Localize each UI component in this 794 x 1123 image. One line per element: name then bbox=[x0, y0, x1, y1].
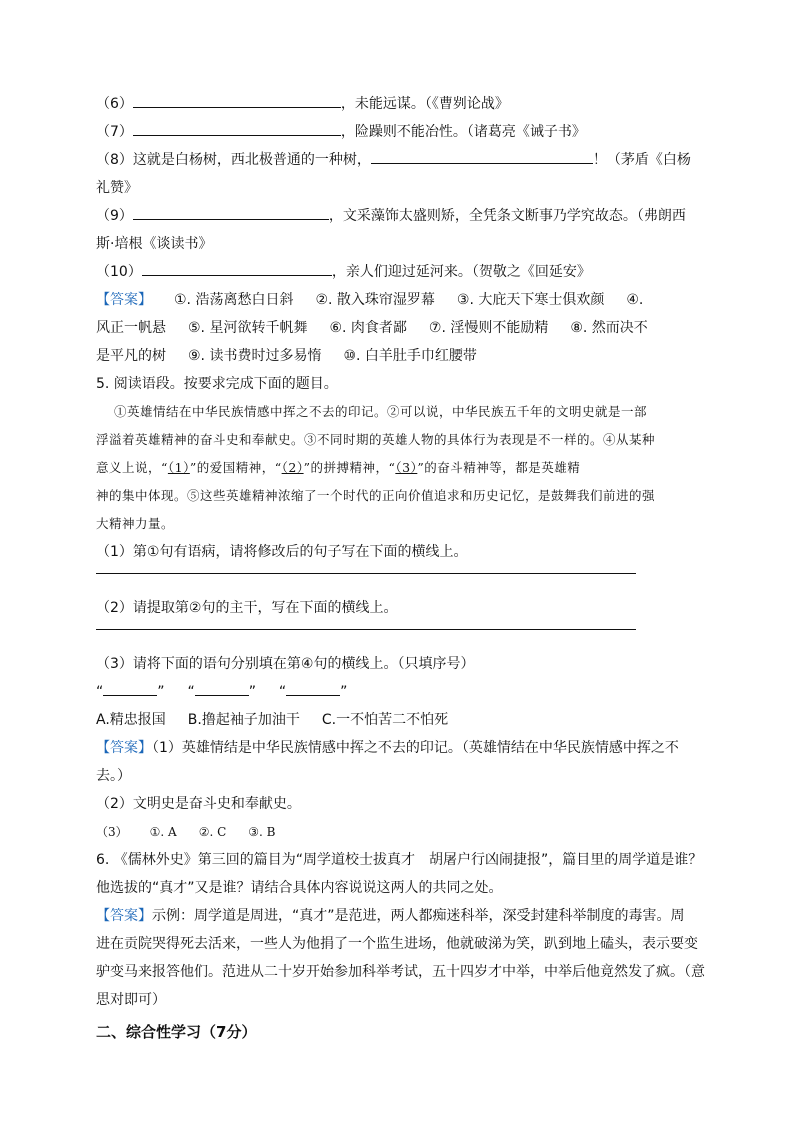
fill-blank[interactable] bbox=[286, 679, 340, 696]
q6-answer-line2: 进在贡院哭得死去活来，一些人为他捐了一个监生进场，他就破涕为笑，趴到地上磕头，表示要变 bbox=[96, 936, 698, 952]
document-page bbox=[96, 90, 705, 1046]
q6-line2: 他选拔的“真才”又是谁？请结合具体内容说说这两人的共同之处。 bbox=[96, 880, 503, 896]
q5-answer-3: （3） ①. A ②. C ③. B bbox=[96, 825, 276, 839]
q6-line1: 6. 《儒林外史》第三回的篇目为“周学道校士拔真才 胡屠户行凶闹捷报”，篇目里的周学道是谁？ bbox=[96, 852, 703, 868]
q6-answer-line1: 【答案】示例：周学道是周进，“真才”是范进，两人都痴迷科举，深受封建科举制度的毒害。周 bbox=[96, 908, 685, 924]
q5-sub1: （1）第①句有语病，请将修改后的句子写在下面的横线上。 bbox=[96, 544, 468, 560]
q5-options: A.精忠报国 B.撸起袖子加油干 C.一不怕苦二不怕死 bbox=[96, 712, 449, 728]
q5-passage: ①英雄情结在中华民族情感中挥之不去的印记。②可以说，中华民族五千年的文明史就是一部 浮溢着英雄精神的奋斗史和奉献史。③不同时期的英雄人物的具体行为表现是不一样的。④从某种 意义上说，“（1）”的爱国精神，“（2）”的拼搏精神，“（3）”的奋斗精神等，都是英雄精 神的集中体现。⑤这些英雄精神浓缩了一个时代的正向价值追求和历史记忆，是鼓舞我们前进的强 大精神力量。 bbox=[96, 404, 656, 531]
q4-item-10: （10） ，亲人们迎过延河来。（贺敬之《回延安》 bbox=[96, 258, 700, 286]
q6-answer-line3: 驴变马来报答他们。范进从二十岁开始参加科举考试，五十四岁才中举，中举后他竟然发了疯。（意 bbox=[96, 964, 705, 980]
answer-rule-2[interactable] bbox=[96, 628, 636, 630]
passage-blank-2[interactable]: （2） bbox=[281, 460, 304, 475]
q5-answer-1a: 【答案】（1）英雄情结是中华民族情感中挥之不去的印记。（英雄情结在中华民族情感中挥之不 bbox=[96, 740, 679, 756]
q4-answer-line3: 是平凡的树 ⑨. 读书费时过多易惰 ⑩. 白羊肚手巾红腰带 bbox=[96, 348, 477, 364]
q5-title: 5. 阅读语段。按要求完成下面的题目。 bbox=[96, 376, 338, 392]
q4-item-8: （8）这就是白杨树，西北极普通的一种树， ！（茅盾《白杨 bbox=[96, 146, 700, 174]
q4-answer-line2: 风正一帆悬 ⑤. 星河欲转千帆舞 ⑥. 肉食者鄙 ⑦. 淫慢则不能励精 ⑧. 然而决不 bbox=[96, 320, 648, 336]
answer-rule-1[interactable] bbox=[96, 572, 636, 574]
q4-item-9-cont: 斯·培根《谈读书》 bbox=[96, 236, 213, 252]
q4-item-6: （6） ，未能远谋。（《曹刿论战》 bbox=[96, 90, 700, 118]
passage-blank-3[interactable]: （3） bbox=[395, 460, 418, 475]
q4-answer-line1: 【答案】 ①. 浩荡离愁白日斜 ②. 散入珠帘湿罗幕 ③. 大庇天下寒士俱欢颜 ④. bbox=[96, 292, 644, 308]
q5-answer-2: （2）文明史是奋斗史和奉献史。 bbox=[96, 796, 301, 812]
q5-sub3: （3）请将下面的语句分别填在第④句的横线上。（只填序号） bbox=[96, 656, 475, 672]
q4-item-9: （9） ，文采藻饰太盛则矫，全凭条文断事乃学究故态。（弗朗西 bbox=[96, 202, 700, 230]
section-2-heading: 二、综合性学习（7分） bbox=[96, 1023, 257, 1041]
fill-blank[interactable] bbox=[103, 679, 157, 696]
passage-blank-1[interactable]: （1） bbox=[167, 460, 190, 475]
q5-answer-1b: 去。） bbox=[96, 768, 131, 784]
fill-blank[interactable] bbox=[142, 259, 332, 276]
q4-item-8-cont: 礼赞》 bbox=[96, 180, 138, 196]
fill-blank[interactable] bbox=[195, 679, 249, 696]
fill-blank[interactable] bbox=[133, 203, 329, 220]
fill-blank[interactable] bbox=[133, 119, 341, 136]
fill-blank[interactable] bbox=[133, 91, 341, 108]
q6-answer-line4: 思对即可） bbox=[96, 992, 166, 1008]
q5-quote-blanks: “ ” “ ” “ ” bbox=[96, 678, 700, 706]
fill-blank[interactable] bbox=[371, 147, 593, 164]
q5-sub2: （2）请提取第②句的主干，写在下面的横线上。 bbox=[96, 600, 398, 616]
q4-item-7: （7） ，险躁则不能冶性。（诸葛亮《诫子书》 bbox=[96, 118, 700, 146]
